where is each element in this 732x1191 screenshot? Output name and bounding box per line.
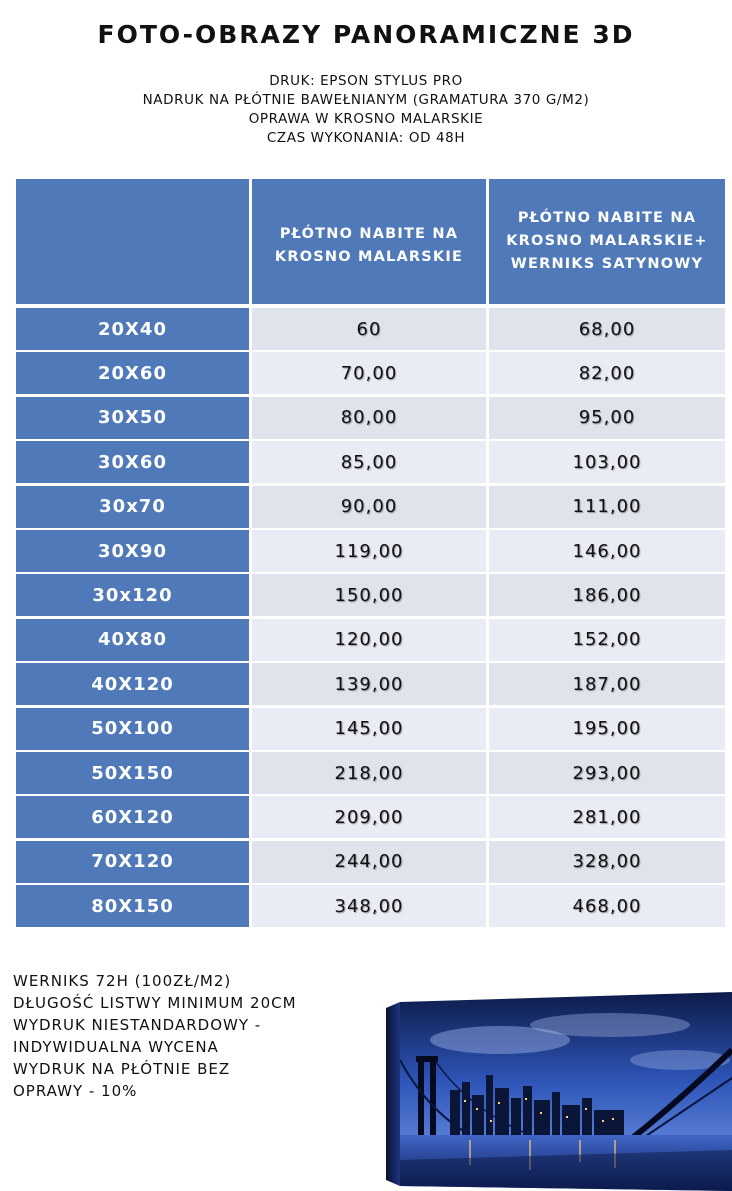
canvas-varnish-price-cell: 293,00	[489, 752, 725, 794]
note-custom-print: WYDRUK NIESTANDARDOWY -	[13, 1016, 262, 1034]
canvas-varnish-price-cell: 111,00	[489, 486, 725, 528]
canvas-price-cell: 80,00	[252, 397, 486, 439]
note-frame-length: DŁUGOŚĆ LISTWY MINIMUM 20CM	[13, 994, 297, 1012]
page-title: FOTO-OBRAZY PANORAMICZNE 3D	[97, 20, 635, 49]
table-row	[16, 530, 725, 572]
canvas-price-cell: 348,00	[252, 885, 486, 927]
table-row	[16, 708, 725, 750]
canvas-varnish-price-cell: 186,00	[489, 574, 725, 616]
canvas-price-cell: 209,00	[252, 796, 486, 838]
header-canvas-column	[252, 179, 486, 304]
canvas-varnish-price-cell: 82,00	[489, 352, 725, 394]
header-size-column	[16, 179, 249, 304]
size-cell: 40X120	[16, 663, 249, 705]
table-row	[16, 841, 725, 883]
note-unframed-discount: OPRAWY - 10%	[13, 1082, 138, 1100]
table-row	[16, 885, 725, 927]
canvas-price-cell: 150,00	[252, 574, 486, 616]
canvas-varnish-price-cell: 95,00	[489, 397, 725, 439]
canvas-price-cell: 139,00	[252, 663, 486, 705]
notes	[13, 970, 393, 1102]
size-cell: 30x70	[16, 486, 249, 528]
canvas-price-cell: 70,00	[252, 352, 486, 394]
size-cell: 50X150	[16, 752, 249, 794]
note-custom-quote: INDYWIDUALNA WYCENA	[13, 1038, 219, 1056]
note-unframed: WYDRUK NA PŁÓTNIE BEZ	[13, 1060, 231, 1078]
table-row	[16, 486, 725, 528]
canvas-varnish-price-cell: 146,00	[489, 530, 725, 572]
canvas-varnish-price-cell: 281,00	[489, 796, 725, 838]
canvas-varnish-price-cell: 68,00	[489, 308, 725, 350]
canvas-price-cell: 90,00	[252, 486, 486, 528]
canvas-price-cell: 119,00	[252, 530, 486, 572]
size-cell: 50X100	[16, 708, 249, 750]
info-line-frame: OPRAWA W KROSNO MALARSKIE	[248, 111, 484, 127]
table-row	[16, 619, 725, 661]
canvas-varnish-price-cell: 195,00	[489, 708, 725, 750]
canvas-price-cell: 145,00	[252, 708, 486, 750]
canvas-varnish-price-cell: 103,00	[489, 441, 725, 483]
table-row	[16, 397, 725, 439]
table-row	[16, 574, 725, 616]
table-header	[16, 179, 725, 304]
size-cell: 30X50	[16, 397, 249, 439]
header-canvas-varnish-column	[489, 179, 725, 304]
size-cell: 80X150	[16, 885, 249, 927]
size-cell: 30X60	[16, 441, 249, 483]
size-cell: 20X60	[16, 352, 249, 394]
size-cell: 40X80	[16, 619, 249, 661]
header-canvas-label: PŁÓTNO NABITE NA KROSNO MALARSKIE	[274, 225, 464, 265]
table-row	[16, 441, 725, 483]
size-cell: 70X120	[16, 841, 249, 883]
table-row	[16, 752, 725, 794]
size-cell: 20X40	[16, 308, 249, 350]
note-varnish: WERNIKS 72H (100ZŁ/M2)	[13, 972, 232, 990]
canvas-varnish-price-cell: 328,00	[489, 841, 725, 883]
canvas-price-cell: 244,00	[252, 841, 486, 883]
info-line-time: CZAS WYKONANIA: OD 48H	[266, 130, 466, 146]
table-row	[16, 352, 725, 394]
table-row	[16, 308, 725, 350]
table-row	[16, 796, 725, 838]
size-cell: 60X120	[16, 796, 249, 838]
price-table	[16, 179, 725, 917]
size-cell: 30x120	[16, 574, 249, 616]
canvas-varnish-price-cell: 187,00	[489, 663, 725, 705]
canvas-price-cell: 120,00	[252, 619, 486, 661]
canvas-product-image	[380, 990, 732, 1191]
canvas-price-cell: 218,00	[252, 752, 486, 794]
info-line-material: NADRUK NA PŁÓTNIE BAWEŁNIANYM (GRAMATURA 370 G/M2)	[142, 92, 590, 108]
canvas-price-cell: 85,00	[252, 441, 486, 483]
size-cell: 30X90	[16, 530, 249, 572]
info-line-printer: DRUK: EPSON STYLUS PRO	[269, 73, 463, 89]
header-canvas-varnish-label: PŁÓTNO NABITE NA KROSNO MALARSKIE+ WERNIKS SATYNOWY	[506, 210, 708, 272]
table-row	[16, 663, 725, 705]
canvas-varnish-price-cell: 152,00	[489, 619, 725, 661]
canvas-varnish-price-cell: 468,00	[489, 885, 725, 927]
print-info	[0, 72, 732, 148]
canvas-price-cell: 60	[252, 308, 486, 350]
